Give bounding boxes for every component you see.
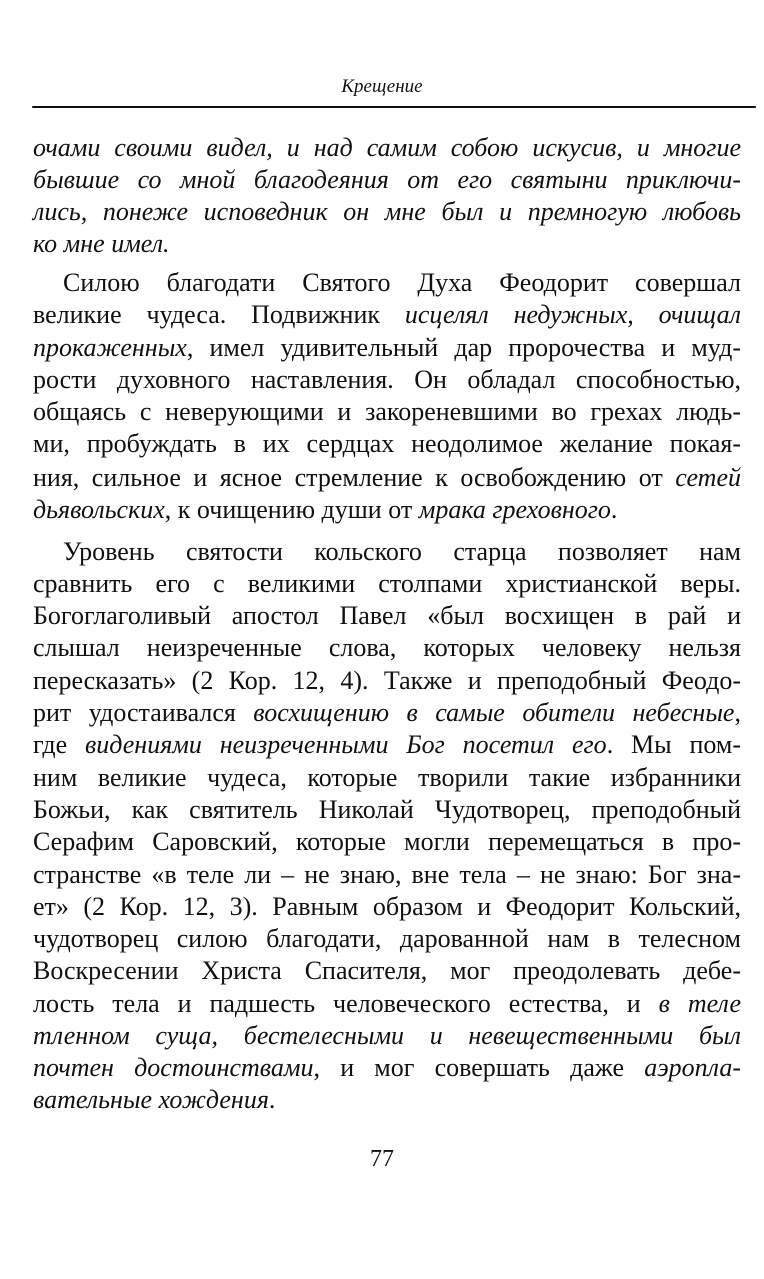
text-line bbox=[33, 859, 741, 891]
italic-text: ко мне имел. bbox=[33, 229, 170, 258]
text-line bbox=[33, 632, 741, 664]
text-segment: . Мы пом- bbox=[606, 730, 742, 759]
text-line bbox=[33, 729, 741, 761]
text-line bbox=[33, 1052, 741, 1084]
text-segment: слышал неизреченные слова, которых человеку нельзя bbox=[33, 633, 741, 662]
text-segment: лость тела и падшесть человеческого естества, и bbox=[33, 989, 659, 1018]
italic-text: в теле bbox=[658, 989, 742, 1018]
text-line bbox=[33, 332, 741, 364]
text-segment: Воскресении Христа Спасителя, мог преодолевать дебе- bbox=[33, 956, 741, 985]
italic-text: аэропла- bbox=[644, 1053, 741, 1082]
italic-text: лись, понеже исповедник он мне был и премногую любовь bbox=[33, 197, 741, 226]
text-segment: пересказать» (2 Кор. 12, 4). Также и преподобный Феодо- bbox=[33, 666, 741, 695]
text-line bbox=[33, 132, 741, 164]
text-segment: Силою благодати Святого Духа Феодорит совершал bbox=[63, 268, 741, 297]
text-line bbox=[33, 988, 741, 1020]
text-segment: Божьи, как святитель Николай Чудотворец, преподобный bbox=[33, 795, 741, 824]
text-line bbox=[33, 364, 741, 396]
text-line bbox=[33, 891, 741, 923]
text-line bbox=[33, 923, 741, 955]
text-line bbox=[33, 196, 741, 228]
text-line bbox=[33, 462, 741, 494]
text-line bbox=[33, 164, 741, 196]
text-segment: сравнить его с великими столпами христианской веры. bbox=[33, 569, 741, 598]
text-segment: странстве «в теле ли – не знаю, вне тела – не знаю: Бог зна- bbox=[33, 860, 741, 889]
italic-text: бывшие со мной благодеяния от его святыни приключи- bbox=[33, 165, 741, 194]
italic-text: дьявольских bbox=[33, 495, 165, 524]
text-segment: рости духовного наставления. Он обладал способностью, bbox=[33, 365, 741, 394]
italic-text: прокаженных bbox=[33, 333, 187, 362]
text-line bbox=[33, 665, 741, 697]
text-line bbox=[33, 955, 741, 987]
text-segment: . bbox=[268, 1085, 276, 1114]
text-segment: ним великие чудеса, которые творили такие избранники bbox=[33, 763, 741, 792]
italic-text: исцелял недужных, очищал bbox=[404, 300, 741, 329]
text-line bbox=[33, 568, 741, 600]
running-header: Крещение bbox=[341, 76, 423, 97]
text-segment: чудотворец силою благодати, дарованной нам в телесном bbox=[33, 924, 741, 953]
text-line bbox=[33, 1084, 741, 1116]
text-segment: общаясь с неверующими и закореневшими во грехах людь- bbox=[33, 397, 741, 426]
text-line bbox=[33, 396, 741, 428]
text-segment: рит удостаивался bbox=[33, 698, 254, 727]
page-number: 77 bbox=[370, 1146, 394, 1172]
text-line bbox=[63, 536, 741, 568]
text-segment: Серафим Саровский, которые могли перемещаться в про- bbox=[33, 827, 741, 856]
italic-text: видениями неизреченными Бог посетил его bbox=[85, 730, 607, 759]
text-line bbox=[33, 228, 741, 260]
text-segment: Богоглаголивый апостол Павел «был восхищен в рай и bbox=[33, 601, 741, 630]
text-segment: великие чудеса. Подвижник bbox=[33, 300, 405, 329]
italic-text: вательные хождения bbox=[33, 1085, 269, 1114]
text-segment: , и мог совершать даже bbox=[313, 1053, 645, 1082]
text-segment: . bbox=[610, 495, 618, 524]
text-segment: Уровень святости кольского старца позволяет нам bbox=[63, 537, 741, 566]
text-segment: ния, сильное и ясное стремление к освобождению от bbox=[33, 463, 676, 492]
italic-text: сетей bbox=[675, 463, 741, 492]
text-line bbox=[33, 794, 741, 826]
text-line bbox=[33, 826, 741, 858]
italic-text: мрака греховного bbox=[418, 495, 611, 524]
text-segment: ет» (2 Кор. 12, 3). Равным образом и Феодорит Кольский, bbox=[33, 892, 741, 921]
text-line bbox=[33, 494, 741, 526]
header-rule bbox=[32, 106, 756, 108]
text-line bbox=[33, 697, 741, 729]
text-line bbox=[63, 267, 741, 299]
text-line bbox=[33, 1020, 741, 1052]
italic-text: почтен достоинствами bbox=[33, 1053, 314, 1082]
italic-text: очами своими видел, и над самим собою искусив, и многие bbox=[33, 133, 741, 162]
italic-text: восхищению в самые обители небесные bbox=[253, 698, 735, 727]
text-line bbox=[33, 299, 741, 331]
text-segment: ми, пробуждать в их сердцах неодолимое желание покая- bbox=[33, 429, 741, 458]
text-segment: , bbox=[734, 698, 741, 727]
text-line bbox=[33, 762, 741, 794]
text-line bbox=[33, 428, 741, 460]
text-segment: где bbox=[33, 730, 85, 759]
text-segment: , имел удивительный дар пророчества и муд- bbox=[186, 333, 741, 362]
text-segment: , к очищению души от bbox=[164, 495, 419, 524]
text-line bbox=[33, 600, 741, 632]
italic-text: тленном суща, бестелесными и невещественными был bbox=[33, 1021, 741, 1050]
